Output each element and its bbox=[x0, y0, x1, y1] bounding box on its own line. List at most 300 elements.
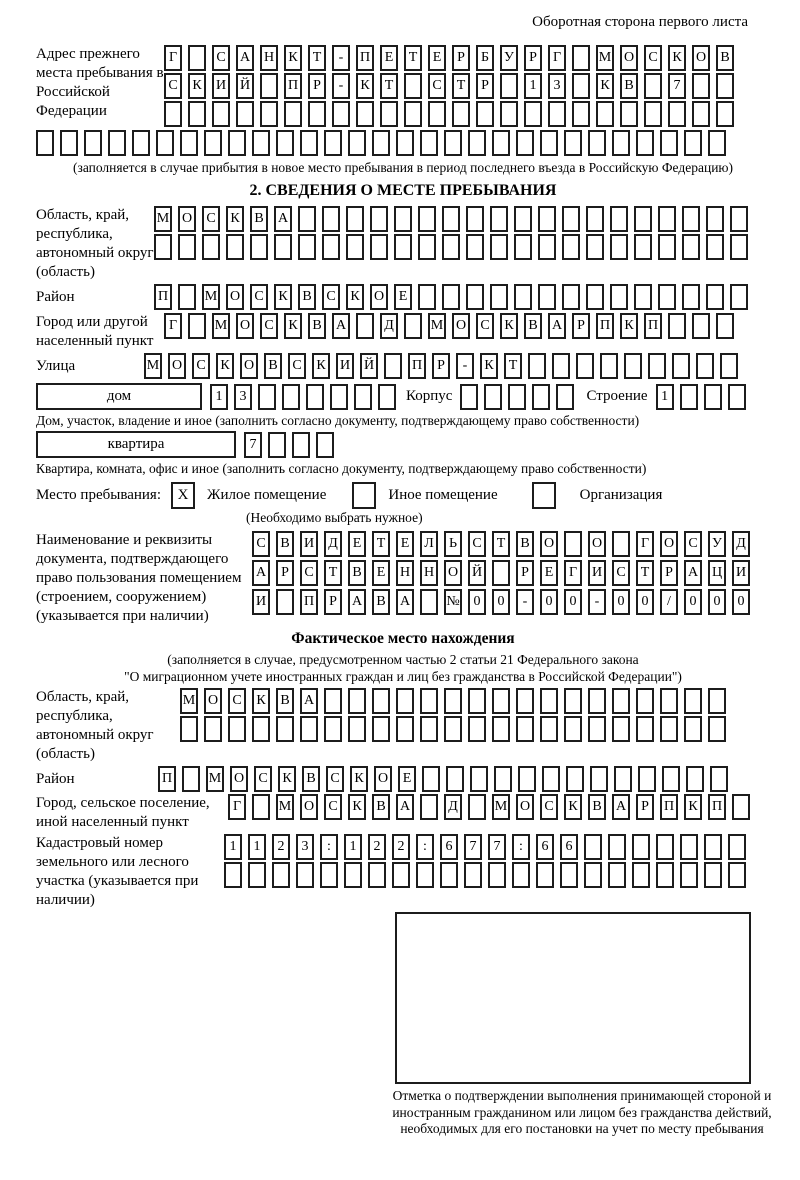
char-cell[interactable] bbox=[178, 284, 196, 310]
char-cell[interactable]: А bbox=[396, 589, 414, 615]
char-cell[interactable] bbox=[588, 688, 606, 714]
char-cell[interactable] bbox=[636, 688, 654, 714]
char-cell[interactable] bbox=[428, 101, 446, 127]
char-cell[interactable]: В bbox=[302, 766, 320, 792]
char-cell[interactable]: Р bbox=[516, 560, 534, 586]
char-cell[interactable] bbox=[178, 234, 196, 260]
char-cell[interactable] bbox=[684, 130, 702, 156]
char-cell[interactable]: С bbox=[324, 794, 342, 820]
char-cell[interactable] bbox=[306, 384, 324, 410]
char-cell[interactable] bbox=[298, 206, 316, 232]
char-cell[interactable]: В bbox=[276, 531, 294, 557]
char-cell[interactable] bbox=[660, 716, 678, 742]
char-cell[interactable] bbox=[296, 862, 314, 888]
char-cell[interactable] bbox=[368, 862, 386, 888]
char-cell[interactable]: Р bbox=[324, 589, 342, 615]
char-cell[interactable]: В bbox=[524, 313, 542, 339]
char-cell[interactable] bbox=[394, 206, 412, 232]
char-cell[interactable] bbox=[576, 353, 594, 379]
char-cell[interactable] bbox=[322, 234, 340, 260]
char-cell[interactable] bbox=[372, 130, 390, 156]
char-cell[interactable]: М bbox=[596, 45, 614, 71]
char-cell[interactable]: К bbox=[684, 794, 702, 820]
char-cell[interactable]: 2 bbox=[272, 834, 290, 860]
char-cell[interactable] bbox=[680, 834, 698, 860]
char-cell[interactable] bbox=[632, 834, 650, 860]
char-cell[interactable] bbox=[156, 130, 174, 156]
char-cell[interactable]: Р bbox=[476, 73, 494, 99]
char-cell[interactable] bbox=[684, 688, 702, 714]
char-cell[interactable] bbox=[466, 206, 484, 232]
char-cell[interactable] bbox=[492, 716, 510, 742]
char-cell[interactable] bbox=[716, 73, 734, 99]
char-cell[interactable] bbox=[732, 794, 750, 820]
char-cell[interactable]: А bbox=[612, 794, 630, 820]
char-cell[interactable] bbox=[588, 716, 606, 742]
char-cell[interactable]: К bbox=[284, 313, 302, 339]
char-cell[interactable] bbox=[276, 130, 294, 156]
char-cell[interactable] bbox=[372, 688, 390, 714]
char-cell[interactable] bbox=[356, 101, 374, 127]
char-cell[interactable]: О bbox=[204, 688, 222, 714]
char-cell[interactable] bbox=[514, 234, 532, 260]
char-cell[interactable] bbox=[660, 130, 678, 156]
char-cell[interactable]: В bbox=[348, 560, 366, 586]
char-cell[interactable] bbox=[212, 101, 230, 127]
char-cell[interactable] bbox=[228, 130, 246, 156]
char-cell[interactable]: Р bbox=[572, 313, 590, 339]
char-cell[interactable]: А bbox=[396, 794, 414, 820]
char-cell[interactable] bbox=[268, 432, 286, 458]
char-cell[interactable] bbox=[672, 353, 690, 379]
char-cell[interactable] bbox=[404, 313, 422, 339]
char-cell[interactable] bbox=[344, 862, 362, 888]
char-cell[interactable] bbox=[532, 384, 550, 410]
char-cell[interactable] bbox=[584, 834, 602, 860]
char-cell[interactable]: У bbox=[500, 45, 518, 71]
char-cell[interactable]: П bbox=[660, 794, 678, 820]
char-cell[interactable]: 0 bbox=[492, 589, 510, 615]
char-cell[interactable]: С bbox=[252, 531, 270, 557]
char-cell[interactable]: О bbox=[226, 284, 244, 310]
char-cell[interactable]: С bbox=[468, 531, 486, 557]
char-cell[interactable]: Р bbox=[452, 45, 470, 71]
char-cell[interactable] bbox=[636, 130, 654, 156]
char-cell[interactable] bbox=[292, 432, 310, 458]
char-cell[interactable]: И bbox=[588, 560, 606, 586]
char-cell[interactable] bbox=[444, 716, 462, 742]
char-cell[interactable] bbox=[420, 589, 438, 615]
char-cell[interactable] bbox=[656, 862, 674, 888]
char-cell[interactable]: Е bbox=[372, 560, 390, 586]
char-cell[interactable] bbox=[276, 589, 294, 615]
char-cell[interactable]: Р bbox=[432, 353, 450, 379]
char-cell[interactable]: С bbox=[288, 353, 306, 379]
char-cell[interactable] bbox=[466, 234, 484, 260]
char-cell[interactable]: С bbox=[228, 688, 246, 714]
char-cell[interactable]: Ь bbox=[444, 531, 462, 557]
char-cell[interactable]: Д bbox=[380, 313, 398, 339]
char-cell[interactable]: И bbox=[732, 560, 750, 586]
char-cell[interactable] bbox=[562, 234, 580, 260]
char-cell[interactable] bbox=[704, 384, 722, 410]
char-cell[interactable]: - bbox=[588, 589, 606, 615]
char-cell[interactable]: 1 bbox=[248, 834, 266, 860]
char-cell[interactable]: 1 bbox=[210, 384, 228, 410]
char-cell[interactable] bbox=[324, 688, 342, 714]
char-cell[interactable]: С bbox=[644, 45, 662, 71]
char-cell[interactable]: К bbox=[348, 794, 366, 820]
char-cell[interactable] bbox=[476, 101, 494, 127]
char-cell[interactable]: О bbox=[692, 45, 710, 71]
char-cell[interactable] bbox=[524, 101, 542, 127]
char-cell[interactable] bbox=[586, 284, 604, 310]
char-cell[interactable]: О bbox=[374, 766, 392, 792]
char-cell[interactable]: 0 bbox=[732, 589, 750, 615]
char-cell[interactable] bbox=[470, 766, 488, 792]
char-cell[interactable]: О bbox=[516, 794, 534, 820]
char-cell[interactable] bbox=[284, 101, 302, 127]
char-cell[interactable] bbox=[536, 862, 554, 888]
char-cell[interactable] bbox=[188, 313, 206, 339]
char-cell[interactable] bbox=[668, 101, 686, 127]
char-cell[interactable] bbox=[644, 101, 662, 127]
char-cell[interactable] bbox=[682, 284, 700, 310]
char-cell[interactable] bbox=[492, 130, 510, 156]
char-cell[interactable] bbox=[442, 234, 460, 260]
char-cell[interactable]: И bbox=[336, 353, 354, 379]
char-cell[interactable] bbox=[540, 716, 558, 742]
char-cell[interactable]: М bbox=[428, 313, 446, 339]
char-cell[interactable] bbox=[692, 73, 710, 99]
char-cell[interactable] bbox=[274, 234, 292, 260]
char-cell[interactable] bbox=[492, 560, 510, 586]
char-cell[interactable] bbox=[446, 766, 464, 792]
char-cell[interactable] bbox=[562, 206, 580, 232]
char-cell[interactable]: О bbox=[620, 45, 638, 71]
char-cell[interactable]: 7 bbox=[668, 73, 686, 99]
char-cell[interactable]: К bbox=[480, 353, 498, 379]
char-cell[interactable] bbox=[708, 688, 726, 714]
char-cell[interactable] bbox=[494, 766, 512, 792]
char-cell[interactable]: 0 bbox=[612, 589, 630, 615]
char-cell[interactable]: 7 bbox=[488, 834, 506, 860]
char-cell[interactable]: Е bbox=[396, 531, 414, 557]
char-cell[interactable]: А bbox=[348, 589, 366, 615]
char-cell[interactable]: И bbox=[300, 531, 318, 557]
char-cell[interactable] bbox=[282, 384, 300, 410]
char-cell[interactable] bbox=[396, 716, 414, 742]
char-cell[interactable]: Й bbox=[360, 353, 378, 379]
char-cell[interactable]: И bbox=[212, 73, 230, 99]
char-cell[interactable]: Р bbox=[636, 794, 654, 820]
char-cell[interactable] bbox=[154, 234, 172, 260]
char-cell[interactable]: С bbox=[326, 766, 344, 792]
char-cell[interactable] bbox=[452, 101, 470, 127]
char-cell[interactable] bbox=[332, 101, 350, 127]
char-cell[interactable] bbox=[252, 794, 270, 820]
char-cell[interactable]: М bbox=[154, 206, 172, 232]
char-cell[interactable]: 0 bbox=[468, 589, 486, 615]
char-cell[interactable]: 1 bbox=[224, 834, 242, 860]
char-cell[interactable] bbox=[370, 206, 388, 232]
char-cell[interactable] bbox=[250, 234, 268, 260]
char-cell[interactable] bbox=[730, 284, 748, 310]
char-cell[interactable] bbox=[660, 688, 678, 714]
char-cell[interactable]: Е bbox=[428, 45, 446, 71]
char-cell[interactable]: Н bbox=[260, 45, 278, 71]
char-cell[interactable] bbox=[556, 384, 574, 410]
char-cell[interactable] bbox=[516, 716, 534, 742]
char-cell[interactable]: Г bbox=[564, 560, 582, 586]
char-cell[interactable] bbox=[248, 862, 266, 888]
char-cell[interactable]: П bbox=[300, 589, 318, 615]
char-cell[interactable] bbox=[500, 101, 518, 127]
char-cell[interactable]: Т bbox=[492, 531, 510, 557]
char-cell[interactable] bbox=[572, 101, 590, 127]
char-cell[interactable] bbox=[348, 716, 366, 742]
char-cell[interactable] bbox=[538, 206, 556, 232]
char-cell[interactable]: 6 bbox=[440, 834, 458, 860]
char-cell[interactable] bbox=[260, 101, 278, 127]
char-cell[interactable] bbox=[518, 766, 536, 792]
char-cell[interactable] bbox=[730, 206, 748, 232]
char-cell[interactable] bbox=[608, 834, 626, 860]
char-cell[interactable] bbox=[662, 766, 680, 792]
char-cell[interactable] bbox=[444, 130, 462, 156]
char-cell[interactable] bbox=[680, 384, 698, 410]
char-cell[interactable]: Д bbox=[444, 794, 462, 820]
char-cell[interactable] bbox=[490, 234, 508, 260]
char-cell[interactable]: Е bbox=[380, 45, 398, 71]
char-cell[interactable] bbox=[612, 130, 630, 156]
char-cell[interactable]: Т bbox=[380, 73, 398, 99]
char-cell[interactable] bbox=[682, 206, 700, 232]
char-cell[interactable]: О bbox=[240, 353, 258, 379]
char-cell[interactable]: Т bbox=[636, 560, 654, 586]
char-cell[interactable] bbox=[418, 234, 436, 260]
char-cell[interactable]: С bbox=[612, 560, 630, 586]
char-cell[interactable] bbox=[572, 73, 590, 99]
char-cell[interactable]: Б bbox=[476, 45, 494, 71]
char-cell[interactable] bbox=[226, 234, 244, 260]
char-cell[interactable]: Й bbox=[468, 560, 486, 586]
char-cell[interactable]: В bbox=[716, 45, 734, 71]
char-cell[interactable]: Е bbox=[540, 560, 558, 586]
char-cell[interactable] bbox=[420, 716, 438, 742]
char-cell[interactable]: 2 bbox=[392, 834, 410, 860]
char-cell[interactable]: А bbox=[236, 45, 254, 71]
char-cell[interactable]: О bbox=[660, 531, 678, 557]
char-cell[interactable] bbox=[658, 234, 676, 260]
char-cell[interactable] bbox=[460, 384, 478, 410]
char-cell[interactable]: 0 bbox=[636, 589, 654, 615]
char-cell[interactable]: - bbox=[332, 73, 350, 99]
char-cell[interactable] bbox=[330, 384, 348, 410]
char-cell[interactable]: - bbox=[332, 45, 350, 71]
char-cell[interactable] bbox=[710, 766, 728, 792]
char-cell[interactable] bbox=[84, 130, 102, 156]
char-cell[interactable]: Г bbox=[548, 45, 566, 71]
char-cell[interactable]: С bbox=[254, 766, 272, 792]
char-cell[interactable]: Р bbox=[276, 560, 294, 586]
char-cell[interactable] bbox=[634, 206, 652, 232]
char-cell[interactable]: 0 bbox=[684, 589, 702, 615]
char-cell[interactable] bbox=[588, 130, 606, 156]
char-cell[interactable] bbox=[564, 688, 582, 714]
char-cell[interactable]: Й bbox=[236, 73, 254, 99]
char-cell[interactable] bbox=[684, 716, 702, 742]
char-cell[interactable]: Т bbox=[452, 73, 470, 99]
char-cell[interactable]: Д bbox=[732, 531, 750, 557]
char-cell[interactable] bbox=[356, 313, 374, 339]
char-cell[interactable] bbox=[396, 688, 414, 714]
char-cell[interactable]: М bbox=[492, 794, 510, 820]
char-cell[interactable]: М bbox=[202, 284, 220, 310]
char-cell[interactable] bbox=[706, 234, 724, 260]
char-cell[interactable] bbox=[584, 862, 602, 888]
char-cell[interactable]: : bbox=[416, 834, 434, 860]
char-cell[interactable]: О bbox=[300, 794, 318, 820]
char-cell[interactable] bbox=[564, 716, 582, 742]
char-cell[interactable] bbox=[564, 531, 582, 557]
char-cell[interactable] bbox=[300, 716, 318, 742]
char-cell[interactable]: 1 bbox=[656, 384, 674, 410]
char-cell[interactable] bbox=[624, 353, 642, 379]
char-cell[interactable] bbox=[420, 688, 438, 714]
char-cell[interactable]: О bbox=[230, 766, 248, 792]
char-cell[interactable] bbox=[552, 353, 570, 379]
char-cell[interactable]: В bbox=[298, 284, 316, 310]
char-cell[interactable]: В bbox=[372, 794, 390, 820]
char-cell[interactable] bbox=[728, 834, 746, 860]
char-cell[interactable]: В bbox=[264, 353, 282, 379]
char-cell[interactable]: К bbox=[620, 313, 638, 339]
char-cell[interactable]: Т bbox=[504, 353, 522, 379]
char-cell[interactable] bbox=[692, 101, 710, 127]
char-cell[interactable]: Р bbox=[308, 73, 326, 99]
char-cell[interactable] bbox=[638, 766, 656, 792]
stay-type-checkbox-other[interactable] bbox=[352, 482, 376, 509]
char-cell[interactable] bbox=[418, 284, 436, 310]
char-cell[interactable] bbox=[644, 73, 662, 99]
char-cell[interactable] bbox=[538, 234, 556, 260]
char-cell[interactable] bbox=[682, 234, 700, 260]
char-cell[interactable]: А bbox=[300, 688, 318, 714]
char-cell[interactable]: В bbox=[276, 688, 294, 714]
char-cell[interactable] bbox=[728, 862, 746, 888]
char-cell[interactable] bbox=[680, 862, 698, 888]
char-cell[interactable] bbox=[202, 234, 220, 260]
char-cell[interactable] bbox=[370, 234, 388, 260]
char-cell[interactable] bbox=[252, 716, 270, 742]
char-cell[interactable] bbox=[392, 862, 410, 888]
char-cell[interactable] bbox=[488, 862, 506, 888]
char-cell[interactable]: О bbox=[452, 313, 470, 339]
char-cell[interactable] bbox=[516, 688, 534, 714]
char-cell[interactable] bbox=[704, 834, 722, 860]
char-cell[interactable]: А bbox=[332, 313, 350, 339]
char-cell[interactable]: : bbox=[512, 834, 530, 860]
char-cell[interactable] bbox=[466, 284, 484, 310]
char-cell[interactable] bbox=[316, 432, 334, 458]
char-cell[interactable]: К bbox=[226, 206, 244, 232]
char-cell[interactable] bbox=[648, 353, 666, 379]
char-cell[interactable] bbox=[164, 101, 182, 127]
char-cell[interactable] bbox=[394, 234, 412, 260]
char-cell[interactable] bbox=[614, 766, 632, 792]
char-cell[interactable] bbox=[706, 284, 724, 310]
char-cell[interactable] bbox=[548, 101, 566, 127]
char-cell[interactable]: Е bbox=[398, 766, 416, 792]
char-cell[interactable]: № bbox=[444, 589, 462, 615]
char-cell[interactable]: К bbox=[188, 73, 206, 99]
char-cell[interactable] bbox=[610, 206, 628, 232]
char-cell[interactable]: В bbox=[308, 313, 326, 339]
char-cell[interactable] bbox=[564, 130, 582, 156]
char-cell[interactable] bbox=[354, 384, 372, 410]
char-cell[interactable] bbox=[404, 101, 422, 127]
char-cell[interactable] bbox=[608, 862, 626, 888]
char-cell[interactable] bbox=[590, 766, 608, 792]
char-cell[interactable]: 3 bbox=[548, 73, 566, 99]
char-cell[interactable]: В bbox=[372, 589, 390, 615]
char-cell[interactable]: У bbox=[708, 531, 726, 557]
char-cell[interactable] bbox=[422, 766, 440, 792]
char-cell[interactable] bbox=[204, 130, 222, 156]
char-cell[interactable] bbox=[442, 284, 460, 310]
char-cell[interactable] bbox=[322, 206, 340, 232]
char-cell[interactable] bbox=[60, 130, 78, 156]
char-cell[interactable]: Г bbox=[164, 45, 182, 71]
char-cell[interactable]: М bbox=[180, 688, 198, 714]
char-cell[interactable]: 7 bbox=[464, 834, 482, 860]
char-cell[interactable]: - bbox=[456, 353, 474, 379]
char-cell[interactable]: П bbox=[708, 794, 726, 820]
char-cell[interactable] bbox=[258, 384, 276, 410]
char-cell[interactable] bbox=[204, 716, 222, 742]
char-cell[interactable] bbox=[634, 234, 652, 260]
char-cell[interactable] bbox=[182, 766, 200, 792]
char-cell[interactable] bbox=[468, 688, 486, 714]
char-cell[interactable]: 0 bbox=[564, 589, 582, 615]
char-cell[interactable]: С bbox=[250, 284, 268, 310]
char-cell[interactable] bbox=[180, 130, 198, 156]
char-cell[interactable]: С bbox=[428, 73, 446, 99]
char-cell[interactable] bbox=[542, 766, 560, 792]
char-cell[interactable] bbox=[514, 206, 532, 232]
char-cell[interactable]: А bbox=[684, 560, 702, 586]
char-cell[interactable] bbox=[108, 130, 126, 156]
char-cell[interactable] bbox=[372, 716, 390, 742]
char-cell[interactable] bbox=[516, 130, 534, 156]
char-cell[interactable] bbox=[572, 45, 590, 71]
char-cell[interactable] bbox=[490, 284, 508, 310]
char-cell[interactable]: 2 bbox=[368, 834, 386, 860]
char-cell[interactable] bbox=[324, 716, 342, 742]
char-cell[interactable]: О bbox=[168, 353, 186, 379]
char-cell[interactable] bbox=[276, 716, 294, 742]
char-cell[interactable]: О bbox=[540, 531, 558, 557]
char-cell[interactable] bbox=[612, 688, 630, 714]
char-cell[interactable] bbox=[418, 206, 436, 232]
char-cell[interactable] bbox=[320, 862, 338, 888]
char-cell[interactable]: Р bbox=[524, 45, 542, 71]
char-cell[interactable]: Г bbox=[164, 313, 182, 339]
char-cell[interactable]: П bbox=[644, 313, 662, 339]
char-cell[interactable]: К bbox=[350, 766, 368, 792]
char-cell[interactable] bbox=[132, 130, 150, 156]
